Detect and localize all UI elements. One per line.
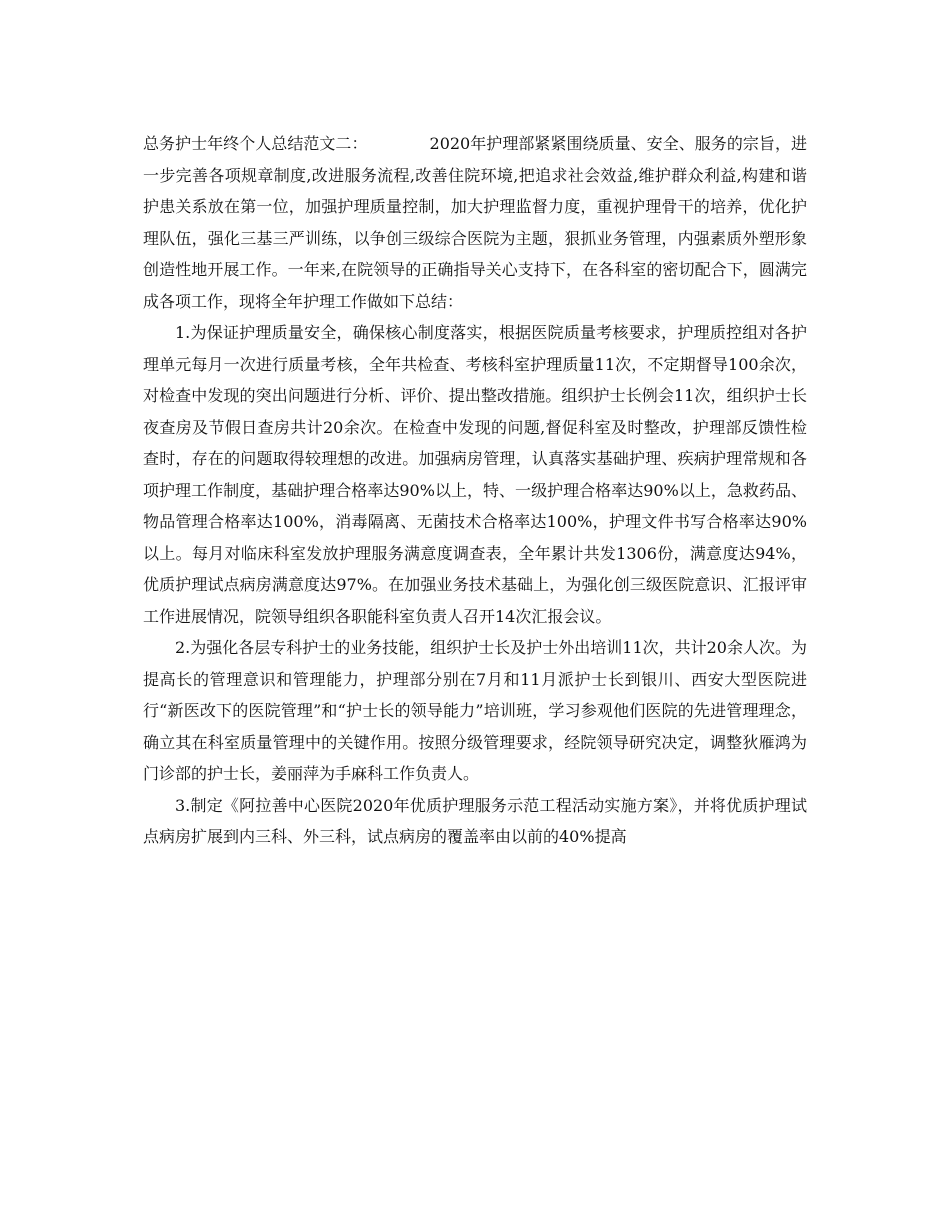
document-page (143, 128, 807, 853)
intro-text: 2020年护理部紧紧围绕质量、安全、服务的宗旨，进一步完善各项规章制度,改进服务流程,改善住院环境,把追求社会效益,维护群众利益,构建和谐护患关系放在第一位，加强护理质量控制，加大护理监督力度，重视护理骨干的培养，优化护理队伍，强化三基三严训练，以争创三级综合医院为主题，狠抓业务管理，内强素质外塑形象创造性地开展工作。一年来,在院领导的正确指导关心支持下，在各科室的密切配合下，圆满完成各项工作，现将全年护理工作做如下总结： (143, 134, 807, 311)
document-heading: 总务护士年终个人总结范文二： (143, 134, 368, 153)
paragraph-3: 3.制定《阿拉善中心医院2020年优质护理服务示范工程活动实施方案》，并将优质护理试点病房扩展到内三科、外三科，试点病房的覆盖率由以前的40%提高 (143, 795, 807, 846)
paragraph-1: 1.为保证护理质量安全，确保核心制度落实，根据医院质量考核要求，护理质控组对各护理单元每月一次进行质量考核，全年共检查、考核科室护理质量11次，不定期督导100余次，对检查中发现的突出问题进行分析、评价、提出整改措施。组织护士长例会11次，组织护士长夜查房及节假日查房共计20余次。在检查中发现的问题,督促科室及时整改，护理部反馈性检查时，存在的问题取得较理想的改进。加强病房管理，认真落实基础护理、疾病护理常规和各项护理工作制度，基础护理合格率达90%以上，特、一级护理合格率达90%以上，急救药品、物品管理合格率达100%，消毒隔离、无菌技术合格率达100%，护理文件书写合格率达90%以上。每月对临床科室发放护理服务满意度调查表，全年累计共发1306份，满意度达94%，优质护理试点病房满意度达97%。在加强业务技术基础上，为强化创三级医院意识、汇报评审工作进展情况，院领导组织各职能科室负责人召开14次汇报会议。 (143, 323, 807, 626)
paragraph-2: 2.为强化各层专科护士的业务技能，组织护士长及护士外出培训11次，共计20余人次。为提高长的管理意识和管理能力，护理部分别在7月和11月派护士长到银川、西安大型医院进行“新医改下的医院管理”和“护士长的领导能力”培训班，学习参观他们医院的先进管理理念，确立其在科室质量管理中的关键作用。按照分级管理要求，经院领导研究决定，调整狄雁鸿为门诊部的护士长，姜丽萍为手麻科工作负责人。 (143, 638, 807, 783)
intro-paragraph (143, 128, 807, 317)
